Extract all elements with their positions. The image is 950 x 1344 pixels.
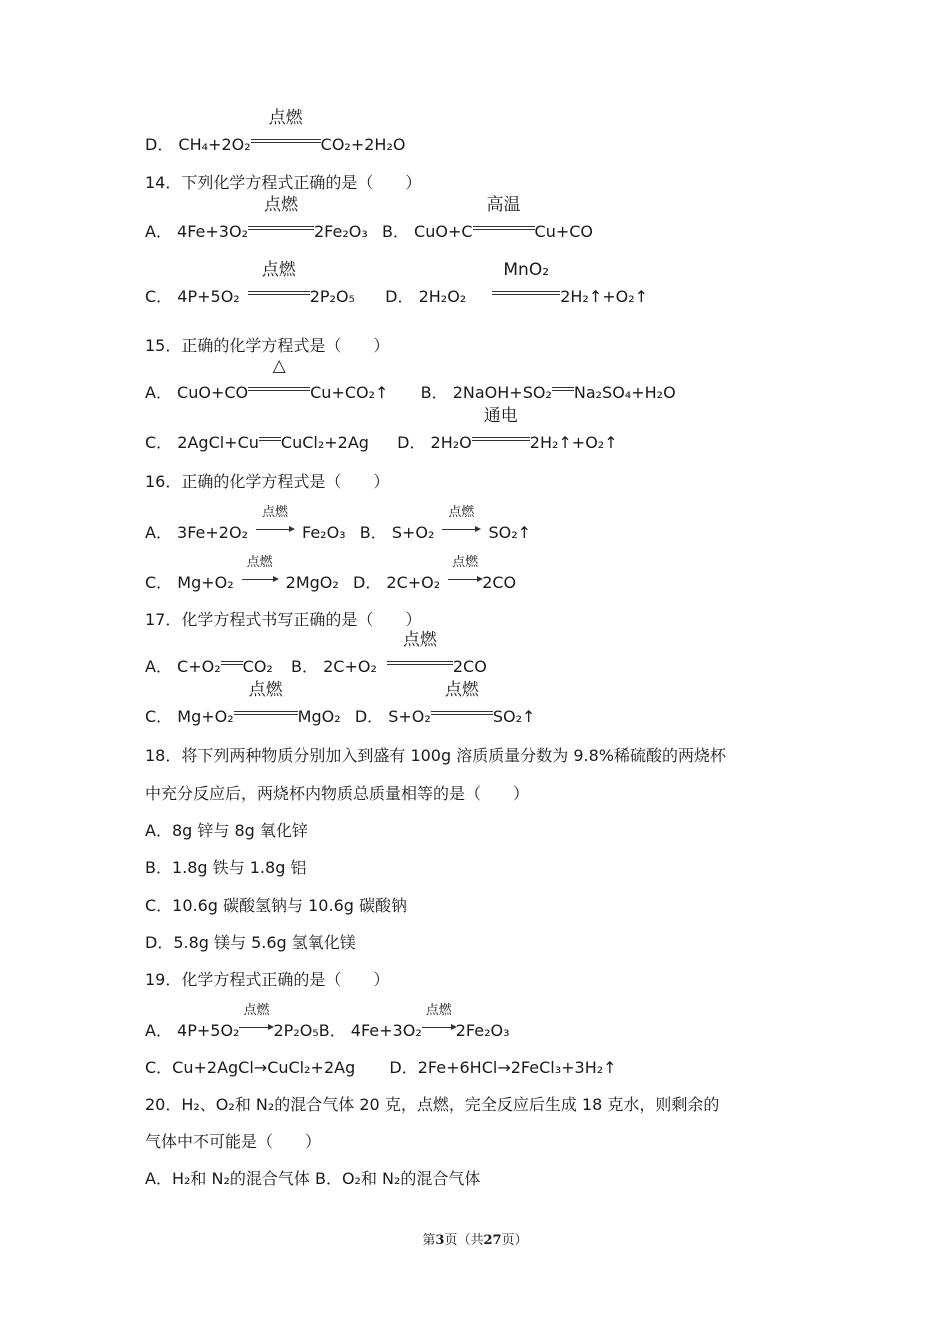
option-label: C．: [145, 707, 173, 726]
q20-options-ab: [145, 1169, 480, 1189]
equation-right: MgO₂: [297, 707, 341, 726]
equation-right: 2P₂O₅: [309, 287, 355, 306]
q15-options-ab: [145, 356, 676, 403]
option-label: B．: [381, 222, 409, 241]
equation-right: SO₂↑: [488, 523, 532, 542]
equation-right: 2Fe₂O₃: [314, 222, 368, 241]
option-label: C．: [145, 433, 173, 452]
q18-stem-line1: 18．将下列两种物质分别加入到盛有 100g 溶质质量分数为 9.8%稀硫酸的两烧杯: [145, 746, 726, 765]
equation-right: 2P₂O₅: [273, 1021, 319, 1040]
q15-stem: 15．正确的化学方程式是（ ）: [145, 336, 390, 355]
equation-left: S+O₂: [388, 707, 431, 726]
reaction-condition-ignite: 点燃: [431, 702, 493, 722]
page-footer: [0, 1229, 950, 1248]
equation-left: 2C+O₂: [323, 657, 377, 676]
equation-right: 2H₂↑+O₂↑: [560, 287, 649, 306]
equals-sign: [552, 378, 574, 398]
reaction-condition-ignite-arrow: 点燃: [448, 568, 482, 588]
equation-left: 4P+5O₂: [177, 287, 240, 306]
option-label: A．: [145, 657, 172, 676]
option-label: B．: [359, 523, 387, 542]
equation-right: CO₂+2H₂O: [320, 135, 406, 154]
option-label: D．: [353, 573, 382, 592]
equation-right: 2Fe₂O₃: [455, 1021, 510, 1040]
option-label: B．: [318, 1021, 346, 1040]
option-label: B．: [420, 383, 448, 402]
reaction-condition-electrolysis: 通电: [472, 428, 530, 448]
option-label: B．: [291, 657, 318, 676]
reaction-condition-ignite-arrow: 点燃: [256, 518, 294, 538]
option-label: A．: [145, 383, 172, 402]
equation-right: 2H₂↑+O₂↑: [529, 433, 618, 452]
equation-right: CO₂: [242, 657, 273, 676]
q17-options-cd: [145, 680, 536, 727]
reaction-condition-ignite: 点燃: [234, 702, 298, 722]
reaction-condition-high-temp: 高温: [473, 217, 535, 237]
equation-left: CuO+CO: [177, 383, 249, 402]
option-label: D．: [145, 135, 174, 154]
q18-stem-line2: 中充分反应后，两烧杯内物质总质量相等的是（ ）: [145, 784, 530, 803]
equals-sign: [221, 652, 243, 672]
equation-left: C+O₂: [177, 657, 221, 676]
q20-stem-line1: 20．H₂、O₂和 N₂的混合气体 20 克，点燃，完全反应后生成 18 克水，则剩余的: [145, 1095, 720, 1114]
equation-left: CH₄+2O₂: [178, 135, 251, 154]
equation-left: S+O₂: [391, 523, 435, 542]
reaction-condition-heat: △: [248, 378, 310, 398]
equation-right: Na₂SO₄+H₂O: [573, 383, 676, 402]
option-label: A．: [145, 523, 172, 542]
equation-left: Mg+O₂: [177, 573, 234, 592]
q20-option-a: A．H₂和 N₂的混合气体: [145, 1169, 310, 1188]
equation-left: CuO+C: [414, 222, 473, 241]
equation-left: 3Fe+2O₂: [177, 523, 248, 542]
equation-left: 4Fe+3O₂: [350, 1021, 422, 1040]
q14-stem: 14．下列化学方程式正确的是（ ）: [145, 173, 422, 192]
reaction-condition-ignite-arrow: 点燃: [442, 518, 480, 538]
option-label: A．: [145, 1021, 172, 1040]
equation-left: 4P+5O₂: [177, 1021, 240, 1040]
option-label: D．: [354, 707, 384, 726]
equation-right: Fe₂O₃: [302, 523, 346, 542]
equation-left: 2H₂O: [430, 433, 472, 452]
equation-right: 2MgO₂: [285, 573, 339, 592]
q20-stem-line2: 气体中不可能是（ ）: [145, 1132, 322, 1151]
reaction-condition-mno2: MnO₂: [492, 282, 560, 302]
q18-option-d: D．5.8g 镁与 5.6g 氢氧化镁: [145, 933, 356, 952]
q14-options-ab: [145, 195, 594, 242]
q14-options-cd: [145, 260, 649, 307]
footer-prefix: 第: [422, 1233, 436, 1248]
reaction-condition-ignite: 点燃: [248, 282, 310, 302]
footer-suffix: 页）: [501, 1233, 528, 1248]
q16-options-cd: [145, 555, 517, 593]
reaction-condition-ignite-arrow: 点燃: [242, 568, 278, 588]
option-label: D．: [385, 287, 414, 306]
q19-options-ab: [145, 1003, 510, 1041]
page-number: 3: [435, 1233, 445, 1248]
q15-options-cd: [145, 406, 618, 453]
q13-option-d: [145, 108, 406, 155]
equation-right: CuCl₂+2Ag: [280, 433, 369, 452]
reaction-condition-ignite: 点燃: [387, 652, 453, 672]
equation-right: 2CO: [452, 657, 487, 676]
reaction-condition-ignite-arrow: 点燃: [422, 1016, 456, 1036]
equals-sign: [259, 428, 281, 448]
reaction-condition-ignite-arrow: 点燃: [239, 1016, 273, 1036]
option-label: D．: [397, 433, 426, 452]
q18-option-b: B．1.8g 铁与 1.8g 铝: [145, 858, 307, 877]
reaction-condition-ignite: 点燃: [251, 130, 321, 150]
q19-options-cd: [145, 1058, 617, 1078]
q19-option-c: C．Cu+2AgCl→CuCl₂+2Ag: [145, 1058, 356, 1077]
equation-left: 4Fe+3O₂: [177, 222, 248, 241]
equation-right: Cu+CO: [534, 222, 594, 241]
option-label: C．: [145, 287, 173, 306]
q20-option-b: B．O₂和 N₂的混合气体: [314, 1169, 481, 1188]
q17-options-ab: [145, 630, 487, 677]
equation-right: SO₂↑: [492, 707, 536, 726]
q18-option-c: C．10.6g 碳酸氢钠与 10.6g 碳酸钠: [145, 896, 407, 915]
equation-left: 2H₂O₂: [418, 287, 467, 306]
option-label: C．: [145, 573, 173, 592]
equation-left: 2AgCl+Cu: [177, 433, 259, 452]
q17-stem: 17．化学方程式书写正确的是（ ）: [145, 610, 422, 629]
equation-right: Cu+CO₂↑: [310, 383, 389, 402]
option-label: A．: [145, 222, 172, 241]
equation-left: 2C+O₂: [386, 573, 441, 592]
equation-left: 2NaOH+SO₂: [452, 383, 552, 402]
equation-right: 2CO: [482, 573, 517, 592]
reaction-condition-ignite: 点燃: [248, 217, 314, 237]
q16-options-ab: [145, 505, 532, 543]
q18-option-a: A．8g 锌与 8g 氧化锌: [145, 821, 308, 840]
footer-mid: 页（共: [444, 1233, 484, 1248]
equation-left: Mg+O₂: [177, 707, 234, 726]
q16-stem: 16．正确的化学方程式是（ ）: [145, 472, 390, 491]
page-total: 27: [483, 1233, 502, 1248]
q19-option-d: D．2Fe+6HCl→2FeCl₃+3H₂↑: [389, 1058, 617, 1077]
q19-stem: 19．化学方程式正确的是（ ）: [145, 970, 390, 989]
